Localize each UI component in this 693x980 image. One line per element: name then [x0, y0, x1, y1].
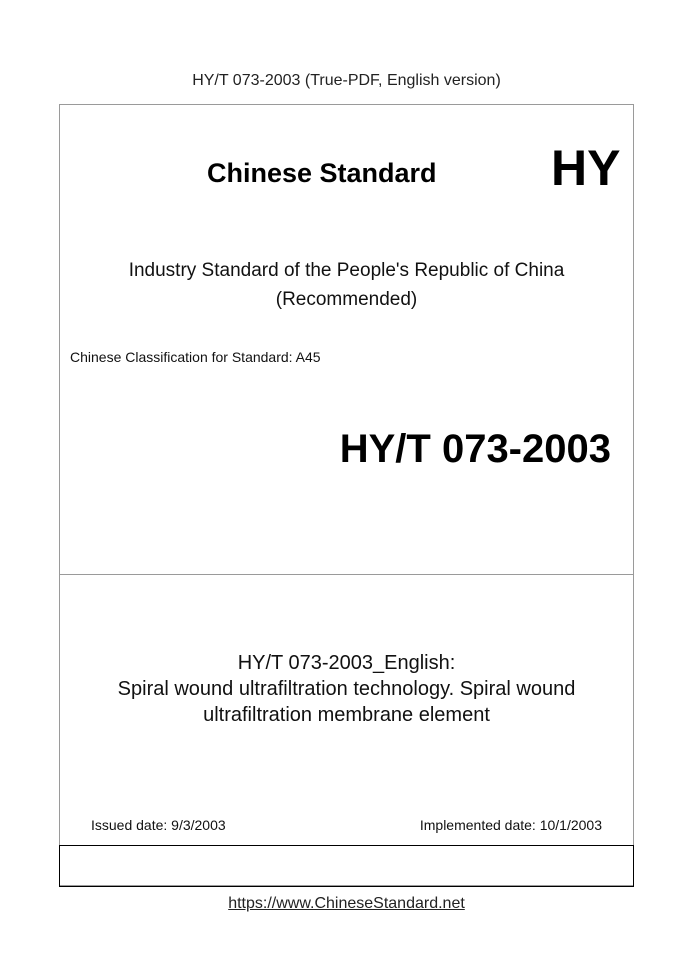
cover-frame [59, 104, 634, 886]
section-divider [59, 574, 634, 575]
document-title-line-3: ultrafiltration membrane element [203, 704, 490, 726]
cover-title: Chinese Standard [207, 158, 437, 188]
document-title-line-1: HY/T 073-2003_English: [237, 652, 456, 674]
implemented-date: Implemented date: 10/1/2003 [419, 817, 602, 833]
industry-line-1: Industry Standard of the People's Republic of China [128, 260, 565, 281]
classification-label: Chinese Classification for Standard: A45 [70, 349, 321, 365]
standard-number: HY/T 073-2003 [339, 427, 611, 471]
code-prefix: HY [551, 140, 621, 196]
footer-box [59, 845, 634, 887]
document-title [60, 650, 633, 728]
website-link[interactable]: https://www.ChineseStandard.net [228, 895, 465, 912]
industry-line-2: (Recommended) [275, 289, 418, 310]
industry-standard-caption [60, 256, 633, 314]
issued-date: Issued date: 9/3/2003 [91, 817, 226, 833]
page-header: HY/T 073-2003 (True-PDF, English version) [192, 72, 501, 89]
document-title-line-2: Spiral wound ultrafiltration technology. Spiral wound [117, 678, 576, 700]
